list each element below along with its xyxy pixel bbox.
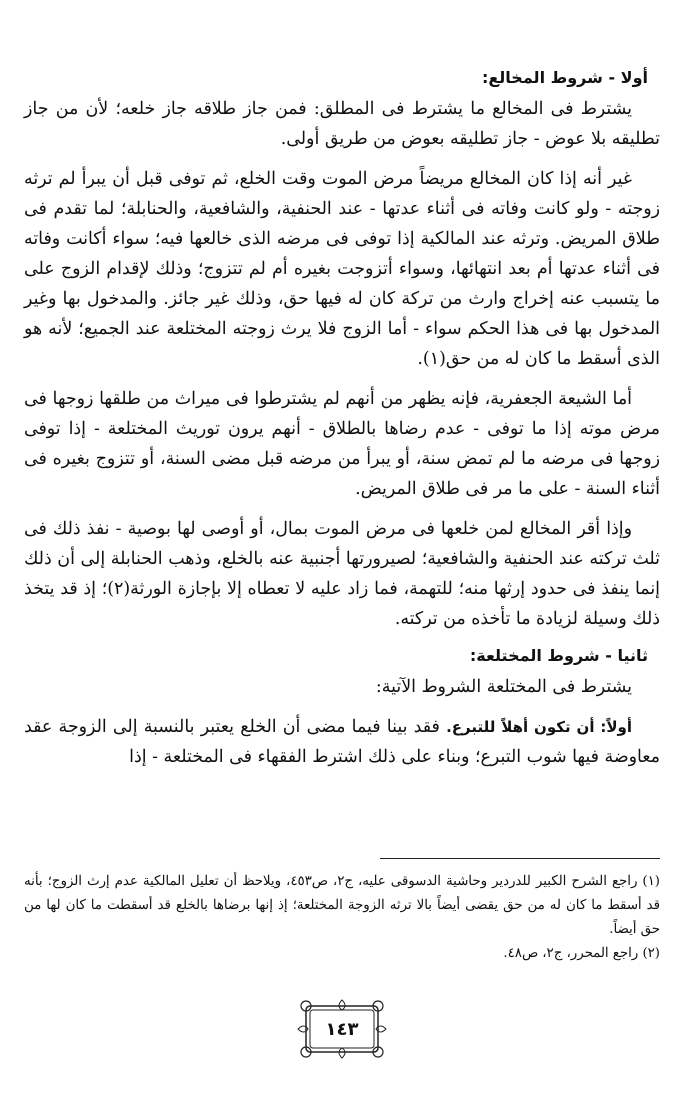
paragraph-intro: يشترط فى المختلعة الشروط الآتية: [375, 677, 632, 697]
paragraph-2: غير أنه إذا كان المخالع مريضاً مرض الموت وقت الخلع، ثم توفى قبل أن يبرأ لم ترثه زوجته - ولو كانت وفاته فى أثناء عدتها - عند الحنفية، والشافعية، والحنابلة؛ لما تقدم فى طلاق المريض. وترثه عند المالكية إذا توفى فى مرضه الذى خالعها فيه؛ سواء أكانت وفاته فى أثناء عدتها أم بعد انتهائها، وسواء أتزوجت بغيره أم لم تتزوج؛ وذلك لإقدام الزوج على ما يتسبب عنه إخراج وارث من تركة كان له فيها حق، وذلك غير جائز. والمدخول بها وغير المدخول بها فى هذا الحكم سواء - أما الزوج فلا يرث زوجته المختلعة عند الجميع؛ لأنه هو الذى أسقط ما كان له من حق(١). [24, 169, 660, 369]
paragraph-3: أما الشيعة الجعفرية، فإنه يظهر من أنهم لم يشترطوا فى ميراث من طلقها زوجها فى مرض موته إذا ما توفى - عدم رضاها بالطلاق - أنهم يرون توريث المختلعة - إذا توفى زوجها فى مرضه ما لم تمض سنة، أو يبرأ من مرضه قبل مضى السنة، أو تتزوج بغيره فى أثناء السنة - على ما مر فى طلاق المريض. [24, 389, 660, 499]
paragraph-gap [24, 634, 660, 644]
paragraph-gap [24, 374, 660, 384]
footnote-divider [380, 858, 660, 859]
section-heading-mukhtali-a: ثانيا - شروط المختلعة: [469, 646, 648, 665]
footnote-2: (٢) راجع المحرر، ج٢، ص٤٨. [503, 946, 660, 961]
paragraph-gap [24, 504, 660, 514]
point-1-text: فقد بينا فيما مضى أن الخلع يعتبر بالنسبة إلى الزوجة عقد معاوضة فيها شوب التبرع؛ وبناء على ذلك اشترط الفقهاء فى المختلعة - إذا [24, 717, 660, 767]
point-1-lead: أولاً: أن تكون أهلاً للتبرع. [446, 718, 632, 736]
paragraph-point-1 [24, 712, 660, 772]
footnote-1: (١) راجع الشرح الكبير للدردير وحاشية الدسوقى عليه، ج٢، ص٤٥٣، ويلاحظ أن تعليل المالكية عدم إرث الزوج؛ بأنه قد أسقط ما كان له من حق يقضى أيضاً بالا ترثه الزوجة المختلعة؛ إذ إنها برضاها بالخلع قد أسقطت ما كان لها من حق أيضاً. [24, 874, 660, 937]
footnotes [24, 870, 660, 966]
page-number-frame [294, 998, 390, 1060]
paragraph-gap [24, 702, 660, 712]
paragraph-1: يشترط فى المخالع ما يشترط فى المطلق: فمن جاز طلاقه جاز خلعه؛ لأن من جاز تطليقه بلا عوض - جاز تطليقه بعوض من طريق أولى. [24, 99, 660, 149]
paragraph-4: وإذا أقر المخالع لمن خلعها فى مرض الموت بمال، أو أوصى لها بوصية - نفذ ذلك فى ثلث تركته عند الحنفية والشافعية؛ لصيرورتها أجنبية عنه بالخلع، وذهب الحنابلة إلى أن ذلك إنما ينفذ فى حدود إرثها منه؛ للتهمة، فما زاد عليه لا تعطاه إلا بإجازة الورثة(٢)؛ إذ قد يتخذ ذلك وسيلة لزيادة ما تأخذه من تركته. [24, 519, 661, 629]
paragraph-gap [24, 154, 660, 164]
section-heading-mukhali: أولا - شروط المخالع: [481, 68, 648, 87]
page-number: ١٤٣ [325, 1018, 359, 1040]
